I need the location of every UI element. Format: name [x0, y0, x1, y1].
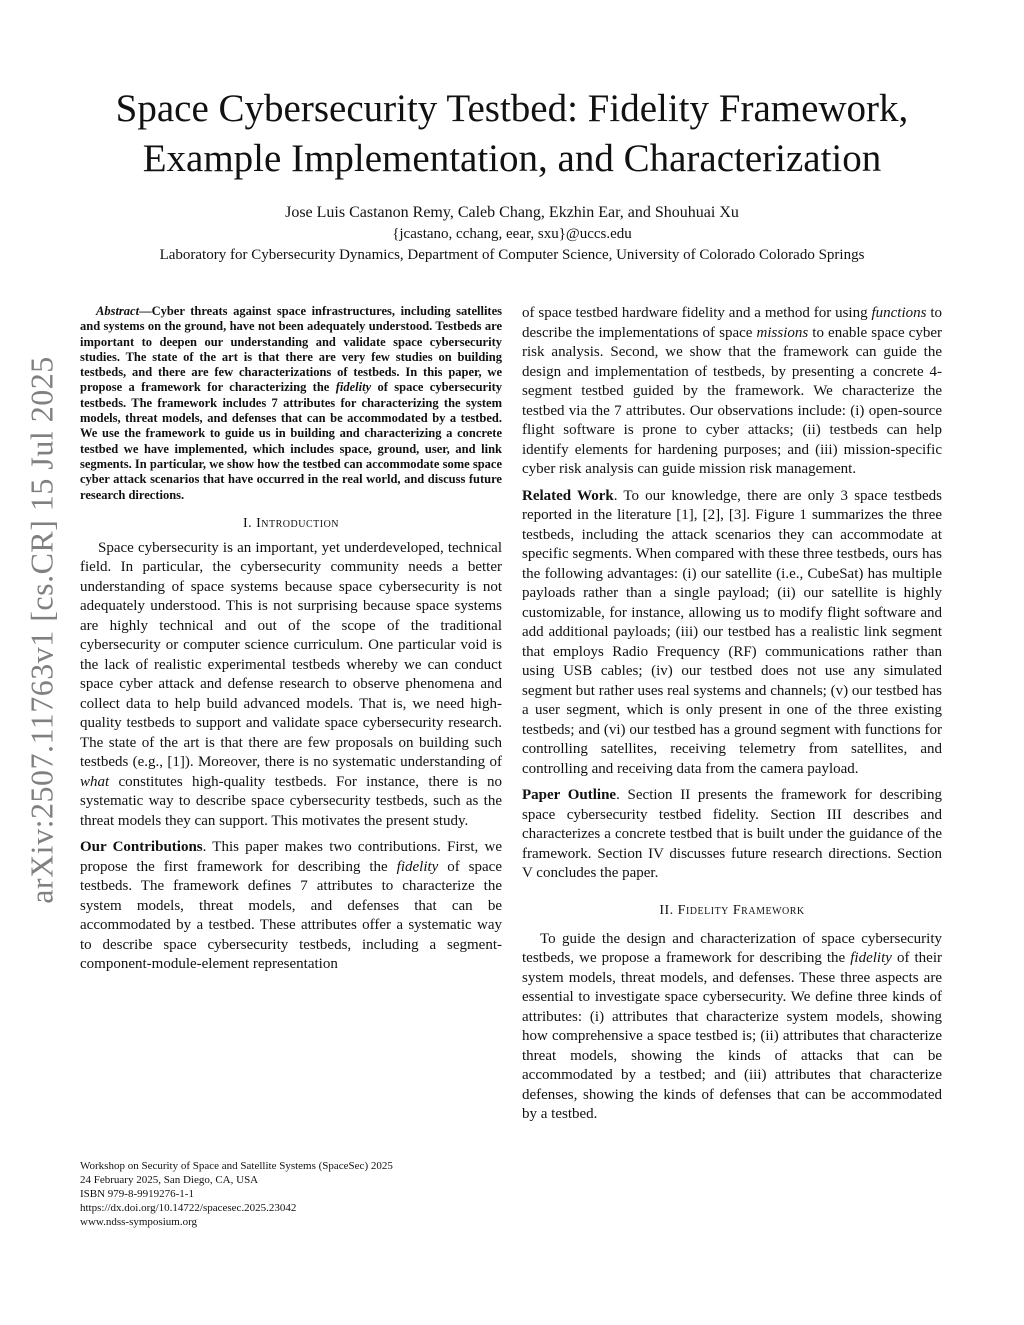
- related-work-paragraph: [522, 487, 942, 780]
- arxiv-stamp-text: arXiv:2507.11763v1 [cs.CR] 15 Jul 2025: [23, 356, 60, 904]
- missions-emphasis: missions: [756, 324, 809, 341]
- contributions-cont-b: to describe the implementations of space: [522, 305, 942, 341]
- footnote-venue: Workshop on Security of Space and Satellite Systems (SpaceSec) 2025: [80, 1160, 393, 1172]
- footnote-doi-link[interactable]: https://dx.doi.org/10.14722/spacesec.2025.23042: [80, 1202, 297, 1214]
- left-column: [80, 304, 502, 975]
- contributions-emphasis: fidelity: [396, 858, 439, 875]
- section-heading-fidelity-framework: II. Fidelity Framework: [659, 902, 805, 918]
- footnote-date-location: 24 February 2025, San Diego, CA, USA: [80, 1174, 259, 1186]
- footnote-website-link[interactable]: www.ndss-symposium.org: [80, 1216, 198, 1228]
- abstract-label: Abstract: [96, 304, 140, 318]
- abstract-text-1: —Cyber threats against space infrastructures, including satellites and systems on the ground, have not been adequately understood. Testbeds are important to deepen our understanding and validate space cybersecurity studies. The state of the art is that there are very few studies on building testbeds, and there are few characterizations of testbeds. In this paper, we propose a framework for characterizing the: [80, 304, 502, 395]
- contributions-cont-c: to enable space cyber risk analysis. Second, we show that the framework can guide the design and implementation of testbeds, by presenting a concrete 4-segment testbed guided by the framework. We characterize the testbed via the 7 attributes. Our observations include: (i) open-source flight software is prone to cyber attacks; (ii) testbeds can help identify elements for hardening purposes; and (iii) mission-specific cyber risk analysis can guide mission risk management.: [522, 324, 942, 477]
- framework-emphasis: fidelity: [850, 950, 892, 966]
- contributions-continued: [522, 304, 942, 480]
- contributions-text-a: . This paper makes two contributions. First, we propose the first framework for describing the: [80, 839, 502, 875]
- abstract-text-2: of space cybersecurity testbeds. The framework includes 7 attributes for characterizing the system models, threat models, and defenses that can be accommodated by a testbed. We use the framework to guide us in building and characterizing a concrete testbed we have implemented, which includes space, ground, user, and link segments. In particular, we show how the testbed can accommodate some space cyber attack scenarios that have occurred in the real world, and discuss future research directions.: [80, 380, 502, 502]
- contributions-cont-a: of space testbed hardware fidelity and a method for using: [522, 305, 872, 321]
- paper-outline-label: Paper Outline: [522, 787, 617, 803]
- section-heading-introduction: I. Introduction: [242, 515, 340, 531]
- intro-text-a: Space cybersecurity is an important, yet underdeveloped, technical field. In particular, the cybersecurity community needs a better understanding of space systems because space cybersecurity is not adequately understood. This is not surprising because space systems are highly technical and out of the scope of the traditional cybersecurity or computer science curriculum. One particular void is the lack of realistic experimental testbeds whereby we can conduct space cyber attack and defense research to observe phenomena and collect data to help build advanced models. That is, we need high-quality testbeds to support and validate space cybersecurity research. The state of the art is that there are few proposals on building such testbeds (e.g., [1]). Moreover, there is no systematic understanding of: [80, 539, 502, 771]
- paper-outline-text: . Section II presents the framework for describing space cybersecurity testbed fidelity. Section III describes and characterizes a concrete testbed that is built under the guidance of the framework. Section IV discusses future research directions. Section V concludes the paper.: [522, 787, 942, 881]
- related-work-label: Related Work: [522, 487, 614, 504]
- abstract-emphasis: fidelity: [335, 380, 372, 395]
- title-line-1: Space Cybersecurity Testbed: Fidelity Framework,: [115, 87, 909, 130]
- title-line-2: Example Implementation, and Characterization: [142, 137, 882, 180]
- intro-text-b: constitutes high-quality testbeds. For instance, there is no systematic way to describe space cybersecurity testbeds, such as the threat models they can support. This motivates the present study.: [80, 773, 502, 829]
- framework-text-b: of their system models, threat models, and defenses. These three aspects are essential to investigate space cybersecurity. We define three kinds of attributes: (i) attributes that characterize system models, showing how comprehensive a space testbed is; (ii) attributes that characterize threat models, showing the kinds of attacks that can be accommodated by a testbed; and (iii) attributes that characterize defenses, showing the kinds of defenses that can be accommodated by a testbed.: [522, 950, 942, 1122]
- intro-emphasis: what: [80, 773, 110, 790]
- contributions-paragraph: [80, 838, 502, 975]
- author-list: Jose Luis Castanon Remy, Caleb Chang, Ekzhin Ear, and Shouhuai Xu: [285, 204, 739, 221]
- paper-title: [60, 84, 964, 184]
- intro-paragraph: [80, 539, 502, 832]
- author-affiliation: Laboratory for Cybersecurity Dynamics, Department of Computer Science, University of Colorado Colorado Springs: [159, 247, 865, 263]
- functions-emphasis: functions: [871, 305, 927, 321]
- contributions-label: Our Contributions: [80, 839, 203, 856]
- author-emails: {jcastano, cchang, eear, sxu}@uccs.edu: [392, 226, 632, 242]
- framework-paragraph: [522, 930, 942, 1125]
- paper-outline-paragraph: [522, 786, 942, 884]
- framework-text-a: To guide the design and characterization of space cybersecurity testbeds, we propose a framework for describing the: [522, 930, 942, 966]
- right-column: [522, 304, 942, 1125]
- abstract: [80, 304, 502, 503]
- footnote-isbn: ISBN 979-8-9919276-1-1: [80, 1188, 194, 1200]
- conference-footnote: [80, 1159, 510, 1229]
- related-work-text: . To our knowledge, there are only 3 space testbeds reported in the literature [1], [2], [3]. Figure 1 summarizes the three testbeds, including the attack scenarios they can accommodate at specific segments. When compared with these three testbeds, ours has the following advantages: (i) our satellite (i.e., CubeSat) has multiple payloads rather than a single payload; (ii) our satellite is highly customizable, for instance, allowing us to modify flight software and add additional payloads; (iii) our testbed has a realistic link segment that employs Radio Frequency (RF) communications rather than using USB cables; (iv) our testbed does not use any simulated segment but rather uses real systems and channels; (v) our testbed has a user segment, which is only present in one of the three existing testbeds; and (vi) our testbed has a ground segment with functions for controlling satellites, receiving telemetry from satellites, and controlling and receiving data from the camera payload.: [522, 487, 943, 777]
- contributions-text-b: of space testbeds. The framework defines 7 attributes to characterize the system models, threat models, and defenses that can be accommodated by a testbed. These attributes offer a systematic way to describe space cybersecurity testbeds, including a segment-component-module-element representation: [80, 858, 502, 973]
